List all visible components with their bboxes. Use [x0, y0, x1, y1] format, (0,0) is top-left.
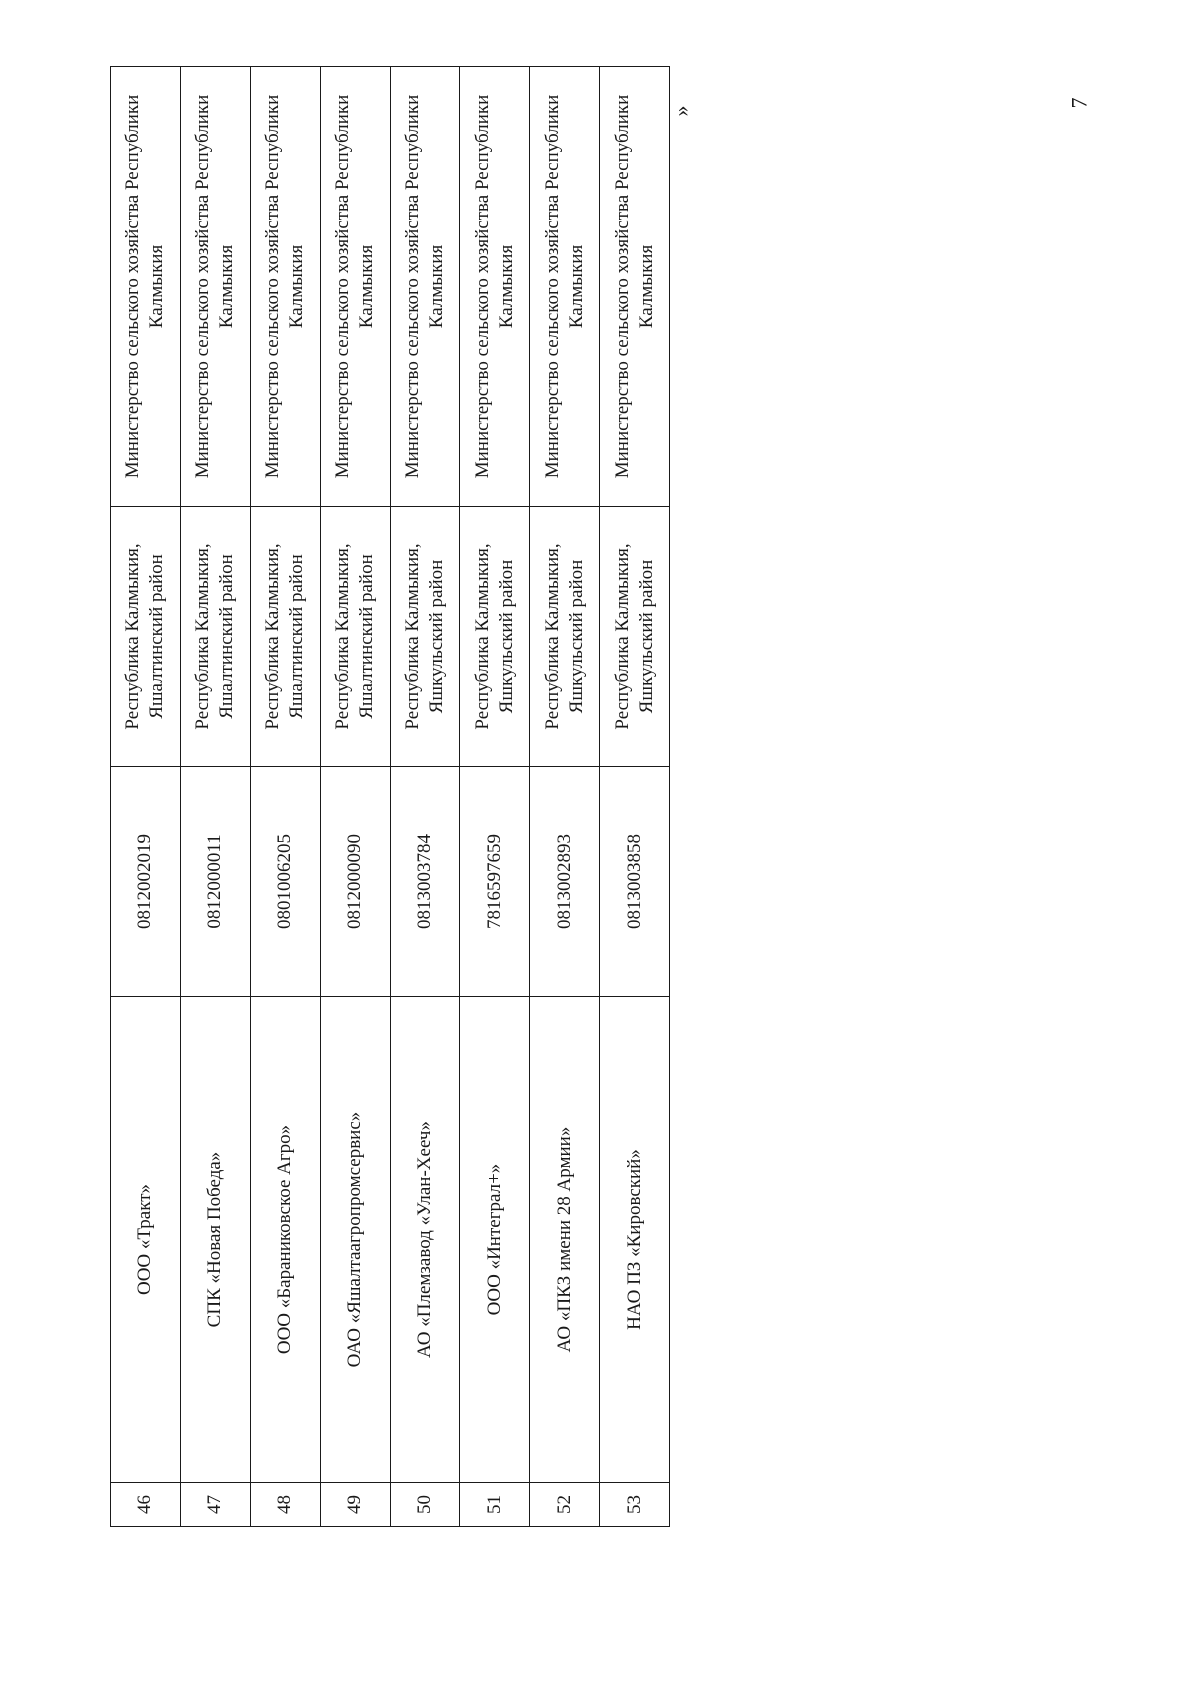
inn-code: 0812000090 [320, 767, 390, 997]
region: Республика Калмыкия, Яшкульский район [460, 507, 530, 767]
inn-code: 0812002019 [111, 767, 181, 997]
ministry: Министерство сельского хозяйства Республики Калмыкия [250, 67, 320, 507]
ministry: Министерство сельского хозяйства Республики Калмыкия [180, 67, 250, 507]
table-row [390, 67, 460, 1527]
region: Республика Калмыкия, Яшалтинский район [180, 507, 250, 767]
row-number: 50 [390, 1483, 460, 1527]
organization-name: ООО «Интеграл+» [460, 997, 530, 1483]
row-number: 48 [250, 1483, 320, 1527]
ministry: Министерство сельского хозяйства Республики Калмыкия [600, 67, 670, 507]
row-number: 46 [111, 1483, 181, 1527]
inn-code: 0813003858 [600, 767, 670, 997]
inn-code: 0812000011 [180, 767, 250, 997]
ministry: Министерство сельского хозяйства Республики Калмыкия [460, 67, 530, 507]
inn-code: 0801006205 [250, 767, 320, 997]
organization-name: НАО ПЗ «Кировский» [600, 997, 670, 1483]
region: Республика Калмыкия, Яшкульский район [390, 507, 460, 767]
table-row [250, 67, 320, 1527]
row-number: 52 [530, 1483, 600, 1527]
organization-name: ООО «Бараниковское Агро» [250, 997, 320, 1483]
organization-name: ООО «Тракт» [111, 997, 181, 1483]
table-row [600, 67, 670, 1527]
ministry: Министерство сельского хозяйства Республики Калмыкия [530, 67, 600, 507]
table-row [460, 67, 530, 1527]
region: Республика Калмыкия, Яшалтинский район [111, 507, 181, 767]
row-number: 51 [460, 1483, 530, 1527]
inn-code: 7816597659 [460, 767, 530, 997]
inn-code: 0813003784 [390, 767, 460, 997]
row-number: 49 [320, 1483, 390, 1527]
row-number: 47 [180, 1483, 250, 1527]
table-row [530, 67, 600, 1527]
table-row [320, 67, 390, 1527]
inn-code: 0813002893 [530, 767, 600, 997]
region: Республика Калмыкия, Яшкульский район [530, 507, 600, 767]
row-number: 53 [600, 1483, 670, 1527]
rotated-table-wrapper [110, 67, 670, 1527]
ministry: Министерство сельского хозяйства Республики Калмыкия [390, 67, 460, 507]
organization-name: АО «Племзавод «Улан-Хееч» [390, 997, 460, 1483]
organization-name: АО «ПКЗ имени 28 Армии» [530, 997, 600, 1483]
ministry: Министерство сельского хозяйства Республики Калмыкия [111, 67, 181, 507]
organization-name: ОАО «Яшалтаагропромсервис» [320, 997, 390, 1483]
ministry: Министерство сельского хозяйства Республики Калмыкия [320, 67, 390, 507]
region: Республика Калмыкия, Яшалтинский район [250, 507, 320, 767]
table-row [111, 67, 181, 1527]
organization-name: СПК «Новая Победа» [180, 997, 250, 1483]
table-row [180, 67, 250, 1527]
organizations-table [110, 66, 670, 1527]
region: Республика Калмыкия, Яшалтинский район [320, 507, 390, 767]
region: Республика Калмыкия, Яшкульский район [600, 507, 670, 767]
page-number: 7 [1066, 97, 1092, 109]
closing-quote: » [668, 105, 694, 117]
